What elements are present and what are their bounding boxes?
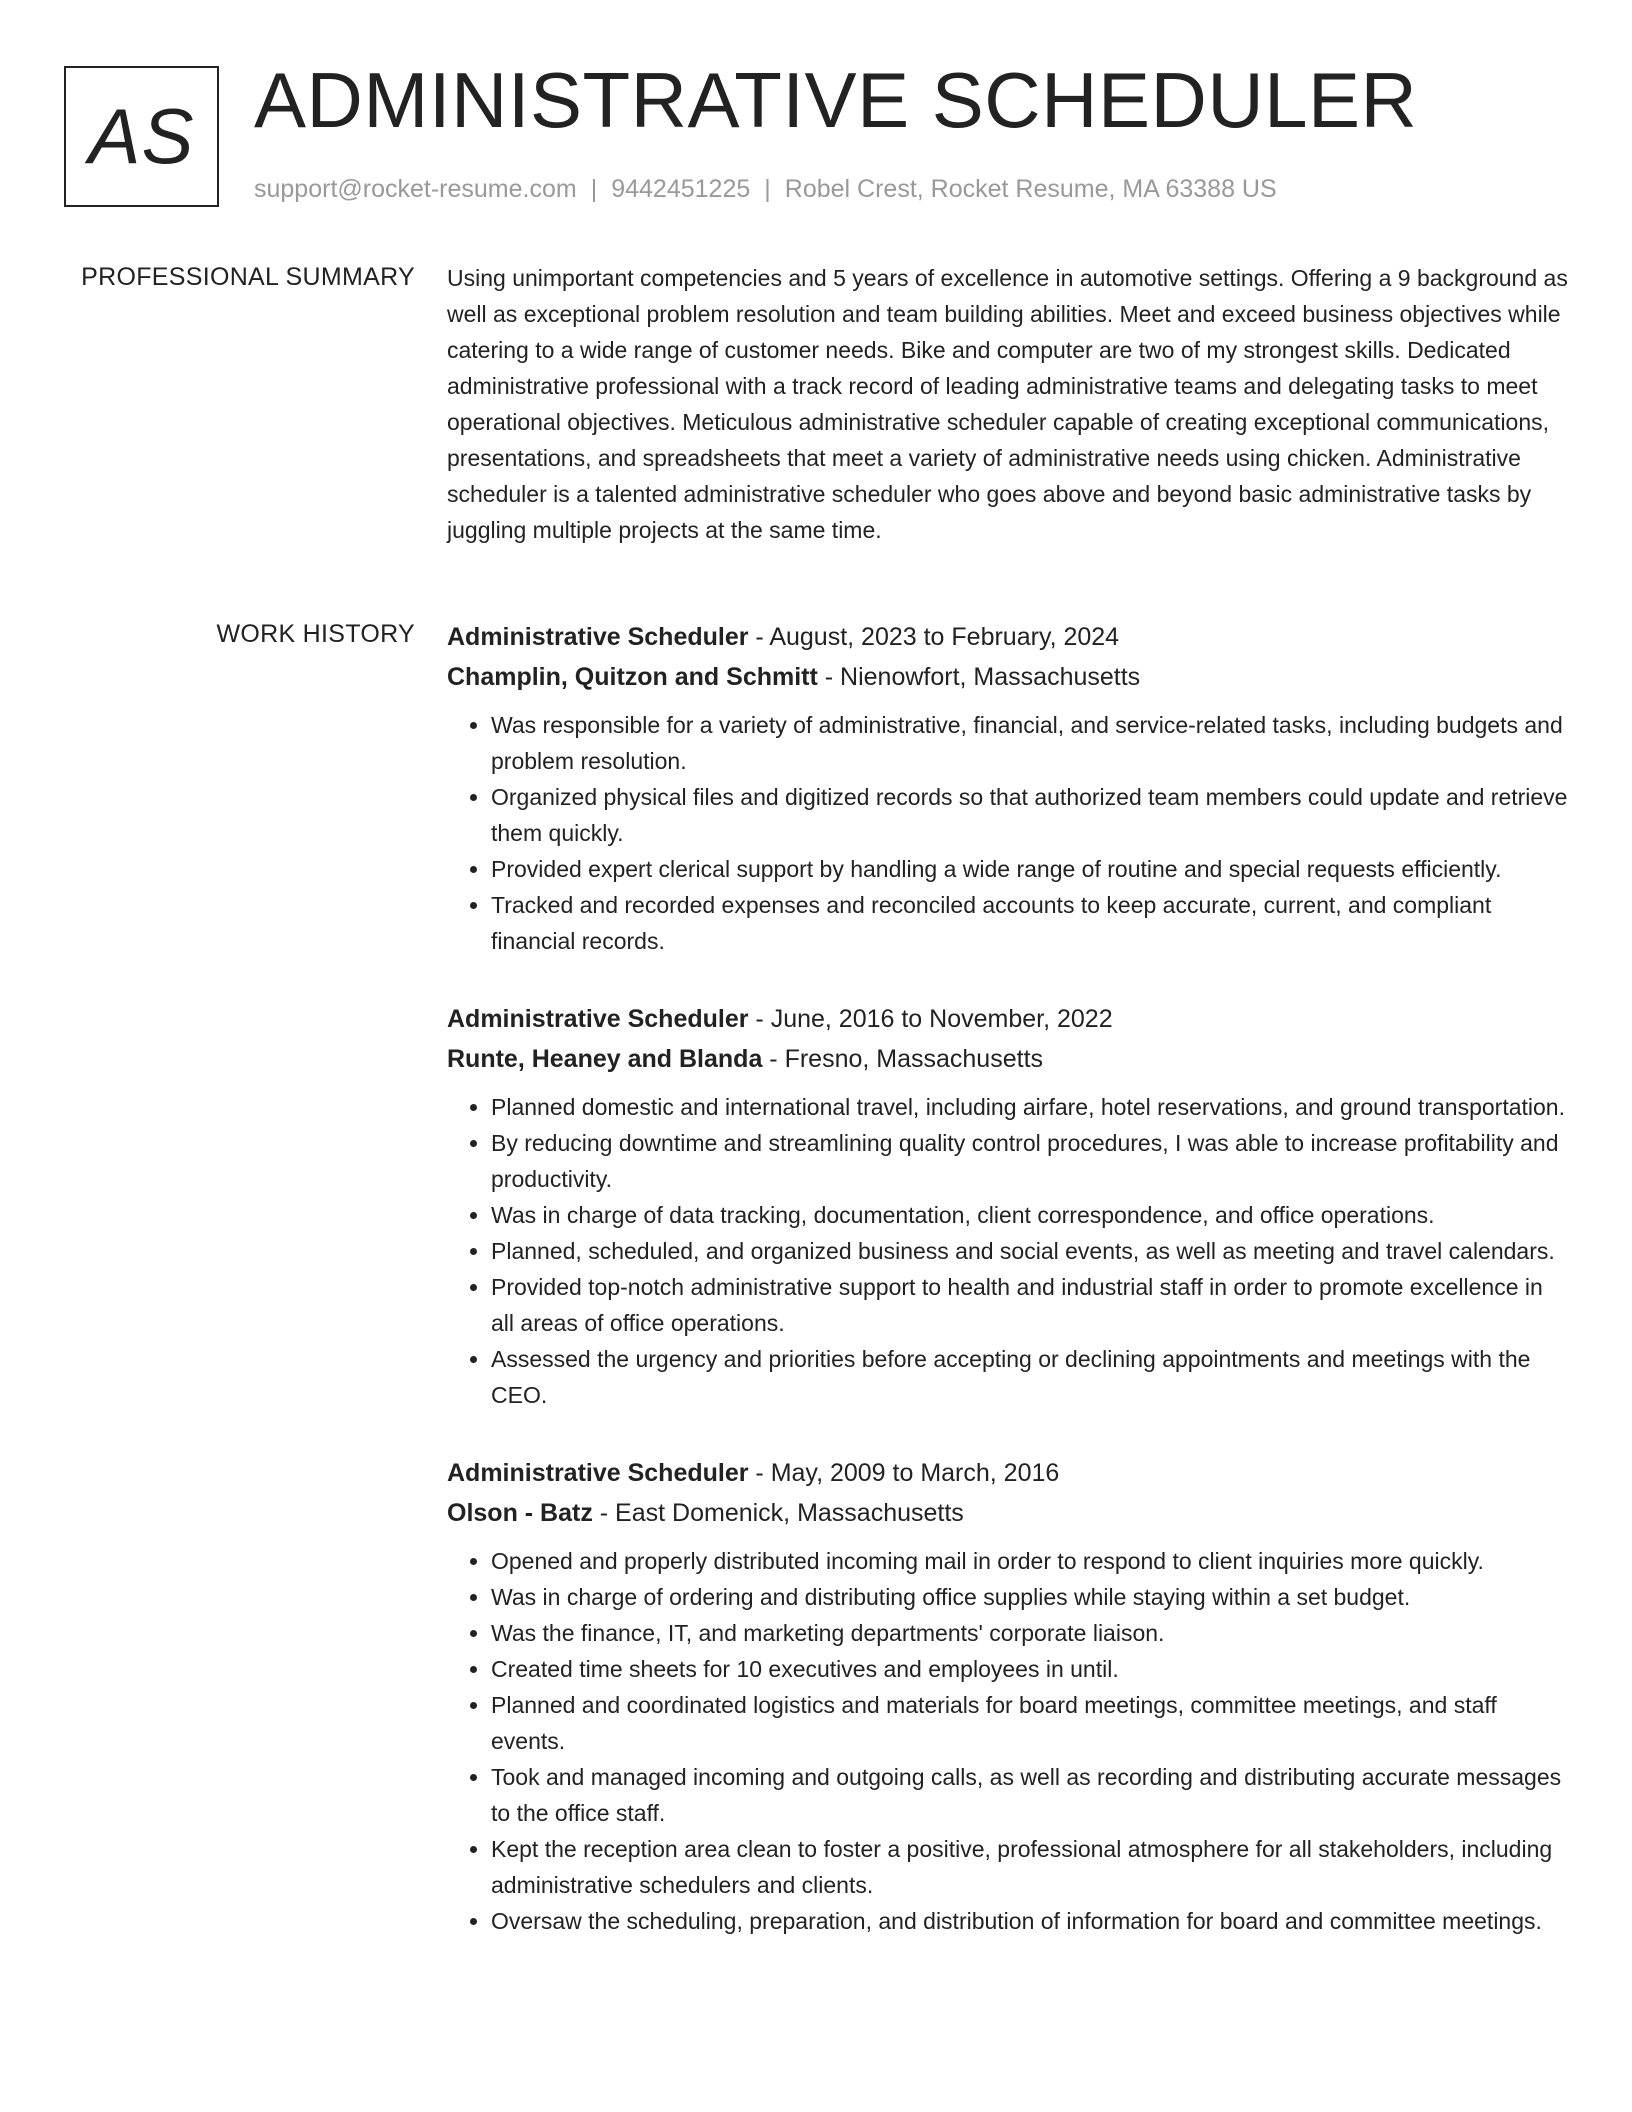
job-title-line (447, 617, 1572, 657)
job-company-line (447, 1039, 1572, 1079)
job-bullet-list (447, 1543, 1572, 1939)
job-entry (447, 999, 1572, 1413)
job-title: Administrative Scheduler (447, 623, 749, 651)
job-dates: - May, 2009 to March, 2016 (748, 1459, 1060, 1487)
initials-text: AS (88, 92, 195, 180)
job-bullet: • Created time sheets for 10 executives and employees in until. (491, 1651, 1572, 1687)
job-list (447, 617, 1572, 1979)
job-bullet-list (447, 1089, 1572, 1413)
job-bullet: • Assessed the urgency and priorities before accepting or declining appointments and meetings with the CEO. (491, 1341, 1572, 1413)
job-entry (447, 1453, 1572, 1939)
job-bullet: • Took and managed incoming and outgoing calls, as well as recording and distributing accurate messages to the office staff. (491, 1759, 1572, 1831)
contact-address: Robel Crest, Rocket Resume, MA 63388 US (784, 175, 1277, 203)
job-bullet: • Was in charge of data tracking, documentation, client correspondence, and office operations. (491, 1197, 1572, 1233)
job-company: Champlin, Quitzon and Schmitt (447, 663, 818, 691)
job-bullet: • Provided top-notch administrative support to health and industrial staff in order to promote excellence in all areas of office operations. (491, 1269, 1572, 1341)
contact-email[interactable]: support@rocket-resume.com (254, 175, 577, 203)
job-bullet: • Tracked and recorded expenses and reconciled accounts to keep accurate, current, and compliant financial records. (491, 887, 1572, 959)
job-bullet: • Planned, scheduled, and organized business and social events, as well as meeting and travel calendars. (491, 1233, 1572, 1269)
job-bullet-list (447, 707, 1572, 959)
job-bullet: • Planned and coordinated logistics and materials for board meetings, committee meetings, and staff events. (491, 1687, 1572, 1759)
initials-monogram (64, 66, 219, 207)
job-bullet: • Oversaw the scheduling, preparation, and distribution of information for board and committee meetings. (491, 1903, 1572, 1939)
job-title-line (447, 1453, 1572, 1493)
summary-text: Using unimportant competencies and 5 years of excellence in automotive settings. Offering a 9 background as well as exceptional problem resolution and team building abilities. Meet and exceed business objectives while catering to a wide range of customer needs. Bike and computer are two of my strongest skills. Dedicated administrative professional with a track record of leading administrative teams and delegating tasks to meet operational objectives. Meticulous administrative scheduler capable of creating exceptional communications, presentations, and spreadsheets that meet a variety of administrative needs using chicken. Administrative scheduler is a talented administrative scheduler who goes above and beyond basic administrative tasks by juggling multiple projects at the same time. (447, 265, 1568, 543)
section-label-work: WORK HISTORY (216, 620, 415, 648)
job-bullet: • Organized physical files and digitized records so that authorized team members could update and retrieve them quickly. (491, 779, 1572, 851)
resume-title: ADMINISTRATIVE SCHEDULER (254, 56, 1418, 144)
job-dates: - August, 2023 to February, 2024 (748, 623, 1120, 651)
job-dates: - June, 2016 to November, 2022 (748, 1005, 1113, 1033)
job-bullet: • Opened and properly distributed incoming mail in order to respond to client inquiries more quickly. (491, 1543, 1572, 1579)
job-company: Olson - Batz (447, 1499, 593, 1527)
job-bullet: • Kept the reception area clean to foster a positive, professional atmosphere for all stakeholders, including administrative schedulers and clients. (491, 1831, 1572, 1903)
job-bullet: • By reducing downtime and streamlining quality control procedures, I was able to increase profitability and productivity. (491, 1125, 1572, 1197)
job-bullet: • Was the finance, IT, and marketing departments' corporate liaison. (491, 1615, 1572, 1651)
job-location: - Nienowfort, Massachusetts (817, 663, 1141, 691)
job-bullet: • Was in charge of ordering and distributing office supplies while staying within a set budget. (491, 1579, 1572, 1615)
contact-phone[interactable]: 9442451225 (611, 175, 751, 203)
job-company-line (447, 657, 1572, 697)
contact-separator: | (764, 175, 771, 203)
job-company-line (447, 1493, 1572, 1533)
section-label-summary: PROFESSIONAL SUMMARY (81, 263, 415, 291)
job-bullet: • Was responsible for a variety of administrative, financial, and service-related tasks, including budgets and problem resolution. (491, 707, 1572, 779)
job-bullet: • Planned domestic and international travel, including airfare, hotel reservations, and ground transportation. (491, 1089, 1572, 1125)
contact-line (254, 175, 1277, 204)
job-location: - East Domenick, Massachusetts (592, 1499, 964, 1527)
job-location: - Fresno, Massachusetts (762, 1045, 1044, 1073)
job-bullet: • Provided expert clerical support by handling a wide range of routine and special requests efficiently. (491, 851, 1572, 887)
contact-separator: | (590, 175, 598, 203)
job-title-line (447, 999, 1572, 1039)
job-company: Runte, Heaney and Blanda (447, 1045, 763, 1073)
job-title: Administrative Scheduler (447, 1005, 749, 1033)
job-title: Administrative Scheduler (447, 1459, 749, 1487)
job-entry (447, 617, 1572, 959)
